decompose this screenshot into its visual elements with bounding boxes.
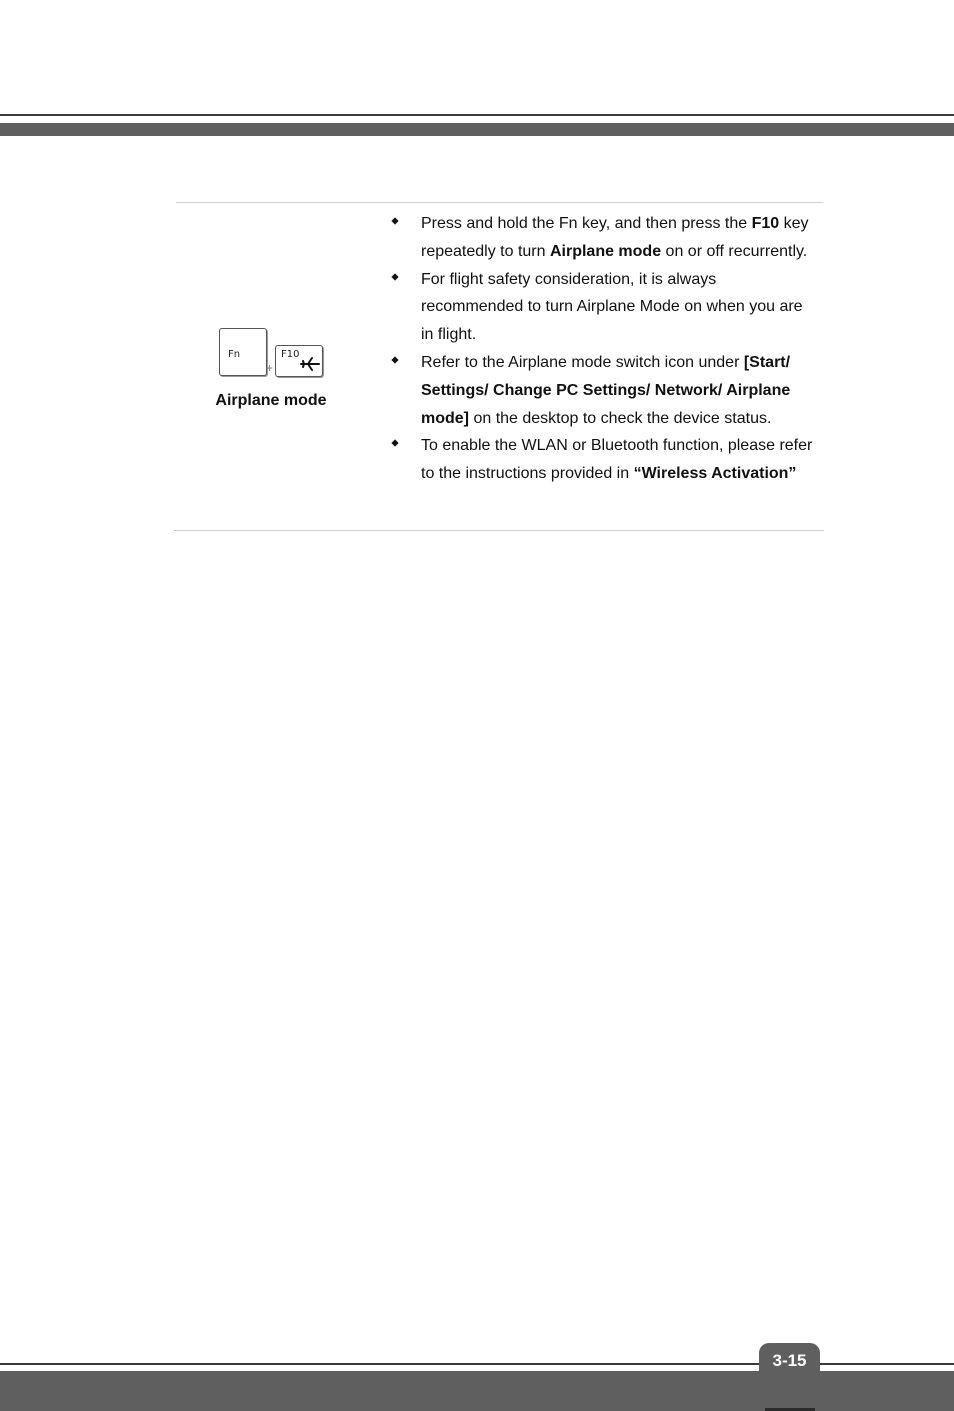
text: To enable the WLAN or Bluetooth function, please refer to the instructions provided in xyxy=(421,437,813,483)
fn-key xyxy=(219,328,267,376)
section-reference: “Wireless Activation” xyxy=(633,465,797,483)
f10-key-label: F10 xyxy=(281,349,300,360)
key-combination xyxy=(219,328,329,380)
f10-key xyxy=(275,345,323,377)
menu-path: [Start/ Settings/ Change PC Settings/ Network/ Airplane mode] xyxy=(421,353,791,427)
list-item xyxy=(388,210,818,266)
airplane-icon xyxy=(300,356,320,372)
text: Refer to the Airplane mode switch icon under xyxy=(421,353,744,371)
list-item xyxy=(388,266,818,349)
table-top-border xyxy=(176,202,823,203)
description-list xyxy=(388,210,818,488)
page-number: 3-15 xyxy=(772,1351,807,1370)
plus-sign: + xyxy=(266,361,274,375)
fn-key-label: Fn xyxy=(228,349,241,360)
diamond-bullet-icon xyxy=(391,440,398,447)
feature-name: Airplane mode xyxy=(215,392,327,409)
diamond-bullet-icon xyxy=(391,273,398,280)
mode-name: Airplane mode xyxy=(549,242,662,260)
text: key repeatedly to turn xyxy=(421,215,809,260)
diamond-bullet-icon xyxy=(391,217,398,224)
text: Press and hold the Fn key, and then press the xyxy=(421,215,752,232)
diamond-bullet-icon xyxy=(391,356,398,363)
header-bar xyxy=(0,123,954,136)
header-rule xyxy=(0,114,954,116)
list-item xyxy=(388,432,818,488)
text: on the desktop to check the device status. xyxy=(469,409,772,427)
text: For flight safety consideration, it is always recommended to turn Airplane Mode on when you are in flight. xyxy=(421,270,803,344)
text: on or off recurrently. xyxy=(661,242,808,260)
table-bottom-border xyxy=(174,530,824,531)
key-name: F10 xyxy=(751,215,780,232)
list-item xyxy=(388,349,818,432)
